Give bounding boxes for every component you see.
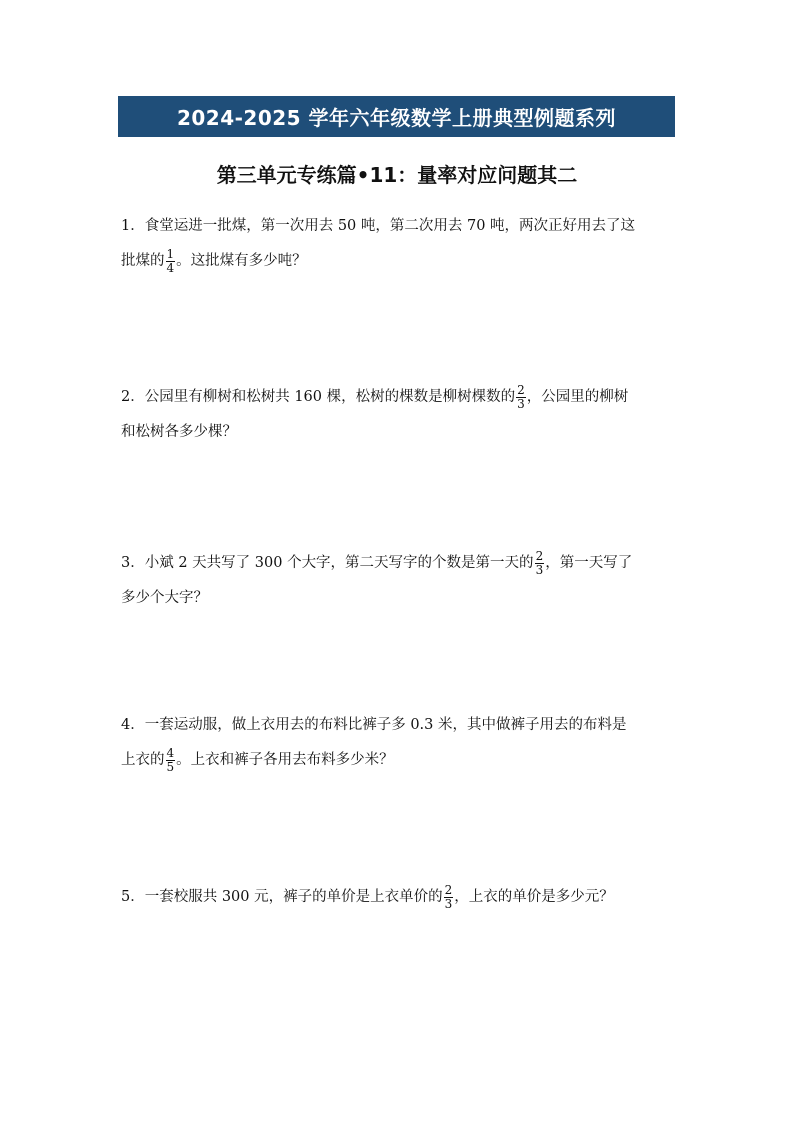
- question-3-text-after-fraction: ，第一天写了: [545, 555, 633, 571]
- question-2-fraction: [516, 384, 526, 411]
- question-4-fraction: [166, 747, 176, 774]
- fraction-denominator: 3: [517, 396, 525, 411]
- question-4: [121, 708, 677, 778]
- question-3-fraction: [535, 550, 545, 577]
- fraction-denominator: 3: [535, 562, 544, 577]
- question-2-text-after-fraction: ，公园里的柳树: [526, 389, 629, 405]
- question-5-fraction: [444, 884, 454, 911]
- question-3-text-before-fraction: 3．小斌 2 天共写了 300 个大字，第二天写字的个数是第一天的: [121, 555, 534, 571]
- question-2-line-1: [121, 380, 677, 415]
- question-1-text-before-fraction: 批煤的: [121, 253, 165, 269]
- question-4-line-2: [121, 743, 677, 778]
- question-3: [121, 546, 677, 616]
- fraction-denominator: 3: [444, 896, 453, 911]
- question-5-text-after-fraction: ，上衣的单价是多少元？: [454, 889, 614, 905]
- question-3-line-2: 多少个大字？: [121, 590, 208, 606]
- question-1-line-2: [121, 244, 677, 279]
- fraction-denominator: 4: [166, 260, 175, 275]
- question-2-line-2: 和松树各多少棵？: [121, 424, 237, 440]
- question-5: [121, 880, 677, 915]
- fraction-numerator: 1: [166, 246, 175, 261]
- question-1-text-after-fraction: 。这批煤有多少吨？: [176, 253, 307, 269]
- question-1-line-1: 1．食堂运进一批煤，第一次用去 50 吨，第二次用去 70 吨，两次正好用去了这: [121, 218, 636, 234]
- question-5-text-before-fraction: 5．一套校服共 300 元，裤子的单价是上衣单价的: [121, 889, 443, 905]
- question-5-line-1: [121, 880, 677, 915]
- question-3-line-1: [121, 546, 677, 581]
- question-2: [121, 380, 677, 450]
- question-4-text-before-fraction: 上衣的: [121, 752, 165, 768]
- question-4-line-1: 4．一套运动服，做上衣用去的布料比裤子多 0.3 米，其中做裤子用去的布料是: [121, 717, 627, 733]
- question-2-text-before-fraction: 2．公园里有柳树和松树共 160 棵，松树的棵数是柳树棵数的: [121, 389, 516, 405]
- fraction-numerator: 2: [444, 882, 453, 897]
- banner-title: 2024-2025 学年六年级数学上册典型例题系列: [176, 106, 617, 130]
- fraction-denominator: 5: [166, 759, 175, 774]
- fraction-numerator: 2: [517, 382, 525, 397]
- question-1: [121, 209, 677, 279]
- question-4-text-after-fraction: 。上衣和裤子各用去布料多少米？: [176, 752, 394, 768]
- title-banner: [118, 96, 675, 137]
- question-1-fraction: [166, 248, 176, 275]
- fraction-numerator: 2: [535, 548, 544, 563]
- fraction-numerator: 4: [166, 745, 175, 760]
- page-subtitle: 第三单元专练篇•11：量率对应问题其二: [216, 163, 578, 187]
